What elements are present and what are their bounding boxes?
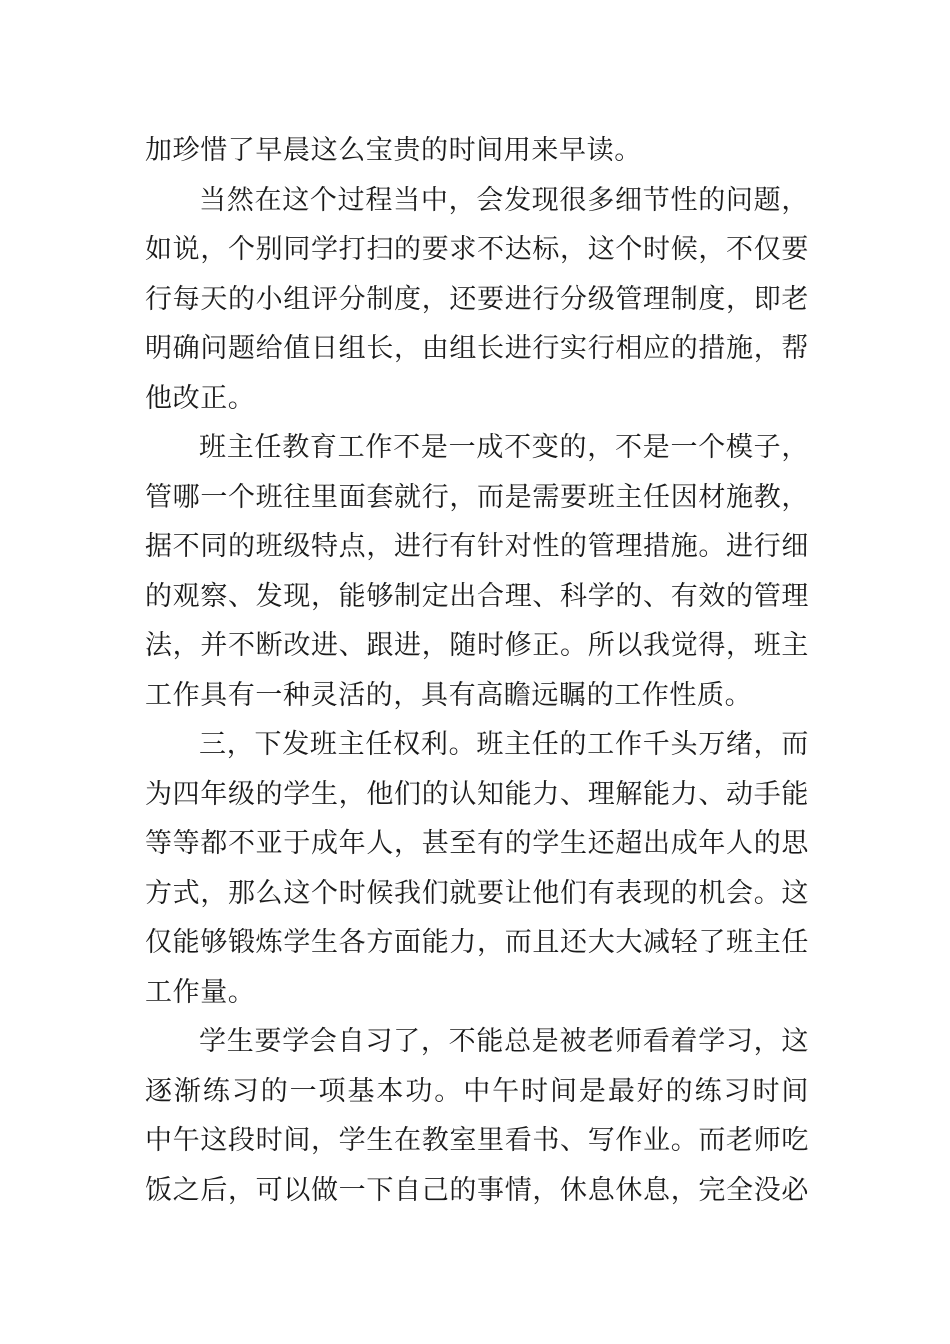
- text-line: 等等都不亚于成年人，甚至有的学生还超出成年人的思: [145, 828, 809, 859]
- text-line: 加珍惜了早晨这么宝贵的时间用来早读。: [145, 135, 642, 166]
- body-text: [145, 126, 809, 1215]
- text-line: 中午这段时间，学生在教室里看书、写作业。而老师吃: [145, 1125, 809, 1156]
- text-line: 三，下发班主任权利。班主任的工作千头万绪，而: [199, 729, 809, 760]
- text-line: 学生要学会自习了，不能总是被老师看着学习，这: [199, 1026, 809, 1057]
- text-line: 如说，个别同学打扫的要求不达标，这个时候，不仅要: [145, 234, 809, 265]
- text-line: 管哪一个班往里面套就行，而是需要班主任因材施教，: [145, 481, 809, 513]
- text-line: 当然在这个过程当中，会发现很多细节性的问题，: [199, 184, 809, 216]
- text-line: 工作具有一种灵活的，具有高瞻远瞩的工作性质。: [145, 679, 753, 711]
- text-line: 的观察、发现，能够制定出合理、科学的、有效的管理: [145, 580, 809, 612]
- text-line: 法，并不断改进、跟进，随时修正。所以我觉得，班主: [145, 630, 809, 661]
- text-line: 饭之后，可以做一下自己的事情，休息休息，完全没必: [145, 1174, 809, 1206]
- text-line: 据不同的班级特点，进行有针对性的管理措施。进行细: [145, 531, 809, 562]
- text-line: 工作量。: [145, 976, 256, 1008]
- text-line: 方式，那么这个时候我们就要让他们有表现的机会。这: [145, 877, 809, 909]
- text-line: 逐渐练习的一项基本功。中午时间是最好的练习时间: [145, 1075, 809, 1107]
- text-line: 班主任教育工作不是一成不变的，不是一个模子，: [199, 432, 809, 463]
- text-line: 他改正。: [145, 382, 256, 414]
- text-line: 仅能够锻炼学生各方面能力，而且还大大减轻了班主任: [145, 927, 809, 958]
- text-line: 行每天的小组评分制度，还要进行分级管理制度，即老: [145, 283, 809, 315]
- text-line: 为四年级的学生，他们的认知能力、理解能力、动手能: [145, 778, 809, 810]
- text-line: 明确问题给值日组长，由组长进行实行相应的措施，帮: [145, 333, 809, 364]
